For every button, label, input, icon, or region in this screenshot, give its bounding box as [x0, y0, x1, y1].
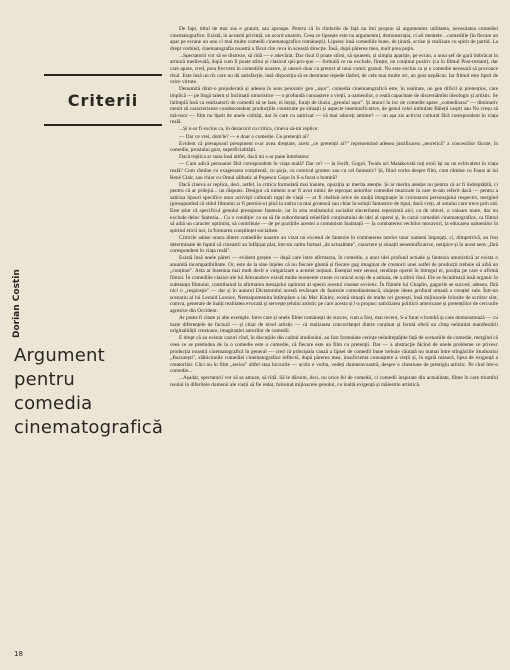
- section-header-box: [44, 74, 162, 126]
- title-line: Argument: [14, 345, 105, 366]
- title-line: cinematografică: [14, 417, 164, 438]
- title-line: pentru: [14, 369, 75, 390]
- body-paragraph: Criticile aduse unora dintre comediile noastre au vizat nu excesul de fantezie în combaterea tarelor unor oameni împoțați, ci, dimpotrivă, au fost determinate de faptul că cineastii au înfățișat plat, într-un cadru formal „de actualitate", caractere și situații nesemnificative, netipice și în acest sens „fără corespondent în viața reală".: [170, 234, 498, 255]
- body-paragraph: ...Așadar, spectatorii vor să se amuze, să rîdă. Să le dăruim, deci, nu orice fel de comedii, ci comedii inspirate din actualitate, filme în care triumful noului în diferitele domenii ale vieții să fie redat, folosind mijloacele genului, cu înaltă exigență și măiestrie artistică.: [170, 375, 498, 388]
- left-column: [0, 0, 166, 670]
- article-body: [170, 26, 498, 656]
- body-paragraph: Există însă unele păreri — evident greșite — după care între afirmarea, în comedie, a unor idei profund actuale și fantezia umoristică ar exista o anumită incompatibilitate. Or, este de la sine înțeles că nu fiecare glumă și fiecare gag imaginat de creatorii unei astfel de producții trebuie să aibă un „conținut". Asta ar însemna mai mult decît o vulgarizare a acestei noțiuni. Esențial este sensul, tendința operei în întregul ei, poziția pe care o afirmă filmul. În comediile clasice ale lui Alexandrov există multe momente create cu unicul scop de a amuza, de a stîrni rîsul. Ele se încadrează însă organic în substanța filmului, contribuind la afirmarea mesajului optimist al operei acestui cineast sovietic. În filmele lui Chaplin, gagurile se succed, adesea, fără nici o „respirație" — dar și în autorul Dictatorului acestă revărsare de fantezie comediantească, slujește ideea profund umană a creației sale. Într-un scenariu al lui Leonid Leonov, Nemaipomenita întîmplare a lui Mac Kinley, există situații de multe ori grotești, însă mijloacele folosite de scriitor sînt, cumva, generate de înalți realitatea evocată și servește țelului artistic pe care acesta și l-a propus: satirizarea politicii americane și pretențiilor de cercurile agresive din Occident.: [170, 255, 498, 314]
- body-paragraph: ...Spectatorii vor să se distreze, să rîdă — e adevărat. Dar rîsul îl poate stîrni, să spunem, și simpla apariție, pe ecran, a unui șef de gară îmbrăcat în armură medievală, după cum îl poate stîrni și clasicul qui-pro-quo — formulă ce nu exclude, firește, un conținut pozitiv (ca în filmul Post-restant), dar care apare, cred, prea frecvent în comediile noastre, și uneori doar ca pretext al unui comic gratuit. Nu este exclus ca și o comedie necesară să provoace rîsul. Este însă un rîs care nu dă satisfacție, lasă dispoziția să se destrame repede lăsînd, de cele mai multe ori, un gust neplăcut. Iar filmul este lipsit de orice virtute.: [170, 52, 498, 86]
- body-paragraph: Denumită dintr-o prejudecată și adesea în sens peiorativ gen „ușor", comedia cinematografică este, în realitate, un gen dificil și pretențios, care implică — pe lîngă talent și înclinații umoristice — o profundă cunoaștere a vieții, a oamenilor, o reală capacitate de discernămînt ideologic și artistic. Se întîmplă însă ca realizatorii de comedii să se lase, ei înșiși, furați de iluzia „genului ușor". Și atunci în loc de comedie apare „comedioara" — diminutiv menit să caracterizeze condescendent producțiile construite pe situații și aspecte nesemnificative, de genul celei intitulate Băieții noștri sau Nu creșu să mă-nsor — film nu lipsit de unele calități, dar în care cu satirizat — vă mai aduceți aminte? — un așa zis activist cultural fără corespondent în viața reală.: [170, 86, 498, 126]
- body-paragraph: E drept că au existat cazuri cînd, în discuțiile din cadrul studioului, au fost formulate cerințe neîndreptățite față de scenariile de comedie, mergînd că ceea ce se pretindea de la o comedie este o comedie, că fiecare este un film cu pretenții. Dar — a abstracție făcînd de unele probleme ce privesc producția noastră cinematografică în general — cred că principala cauză a lipsei de comedii bune trebuie căutată nu numai între stîngăciile Studioului „București", slăbiciunile comediei cinematografice reflectă, după părerea mea, insuficienta cunoaștere a vieții și, în egală măsură, lipsa de exigență a creatorilor. Căci nu în film „serios" altfel stau lucrurile — acolo e vorba, vedeți dumneavoastră, despre o chestiune de prestigiu artistic. Pe cînd într-o comedie...: [170, 335, 498, 375]
- title-line: comedia: [14, 393, 93, 414]
- body-paragraph: ...Și n-ar fi exclus ca, în dezacord cu critica, cineva să-mi replice:: [179, 126, 319, 133]
- page-number: 18: [14, 650, 23, 658]
- body-paragraph: De fapt, titlul de mai sus e gratuit, sau aproape. Pentru că în rîndurile de față nu îmi propun să argumentez utilitatea, necesitatea comediei cinematografice. Există, în această privință, un acord unanim. Ceea ce lipsește este nu argumentul, demonstrația, ci ali mentele ...comediile (în fiecare an apar pe ecrane un unu ci mai multe comedii cinematografice românești). Lipsesc însă comediile bune, de ținută, scrise și realizate cu spirit de partid. La drept vorbind, cinematografia noastră a făcut cîte ceva în această direcție. Însă, după părerea mea, mult prea puțin.: [170, 26, 498, 52]
- section-label: Criterii: [67, 90, 139, 110]
- body-paragraph: Dacă replica ar suna însă altfel, dacă mi s-ar pune întrebarea:: [179, 154, 310, 161]
- article-title: [14, 344, 164, 440]
- body-paragraph: Evident că presupusul preopinent n-ar avea dreptate, acest „ce pretenții ai?" reprezentind adesea justificarea „teoretică" a concesiilor făcute, în comedie, prostului gust, superficialității.: [170, 140, 498, 154]
- author-byline: Dorian Costin: [12, 269, 22, 338]
- body-paragraph: — Dar ce vrei, dom'le? — e doar o comedie. Ce pretenții ai?: [179, 133, 309, 140]
- body-paragraph: Ar putea fi citate și alte exemple. Intre care și unele filme românești de succes, cum a fost, mai recent, S-a furat o bombă și care demonstrează — cu toate diferențele de factură — și chiar de nivel artistic — că realizarea concordanței dintre conținut și formă oferă un cîmp nelimitat manifestării originalității creatoare, imaginației autorilor de comedii.: [170, 315, 498, 335]
- body-paragraph: Dacă cineva ar replica, deci, astfel, la critica formulată mai înainte, opoziția ar merita atenție. Și ar merita atenție nu pentru că ar fi îndreptățită, ci pentru că ar prilejui... un răspuns. Desigur că nimeni n-ar fi avut nimic de reproșat autorilor comediei muzicale la care m-am referit dacă — pentru a satiriza lipsuri specifice unor activiști culturali rupți de viață — ar fi chelluit orice de mulță imaginație în croionarea personajului respectiv, mergînd (presupunînd că stilul filmului ar fi permis-o) pînă la satira ca mai grotescă sau chiar la soluții fantastice de tipul, dacă vreți, al omului care trece prin zid. Este știut că specificul genului presupune fantezie, iar în arta realismului socialist sinceritatea reprezintă aici, ca de obicei, o valoare mare, dar nu exclude deloc fantezia... Cu o condiție: ca ea să fie subordonată relieifării conținutului de idei al operei și, în cazul comediei cinematografice, ca filmul să aibă un caracter optimist, să contribuie — de pe pozițiile acestei a comunism înaintații — la combaterea vechilor moravuri, la educarea oamenilor în spiritul eticii noi, la formarea conștiinței socialiste.: [170, 181, 498, 234]
- body-paragraph: — Cum adică persoanei fără corespondent în viața reală? Dar ce? — la Swift, Gogol, Twain ori Maiakovski toți eroii își au un echivalent în viața reală? Cum rămîne cu exagerarea conștientă, cu șarja, cu comicul grotesc sau cu cel fantastic? Și, fiind vorba despre film, cum rămîne cu Faust al lui René Clair, sau chiar cu Omul sălbatic al Popescu Gopo în S-a furat o bombă?: [170, 161, 498, 181]
